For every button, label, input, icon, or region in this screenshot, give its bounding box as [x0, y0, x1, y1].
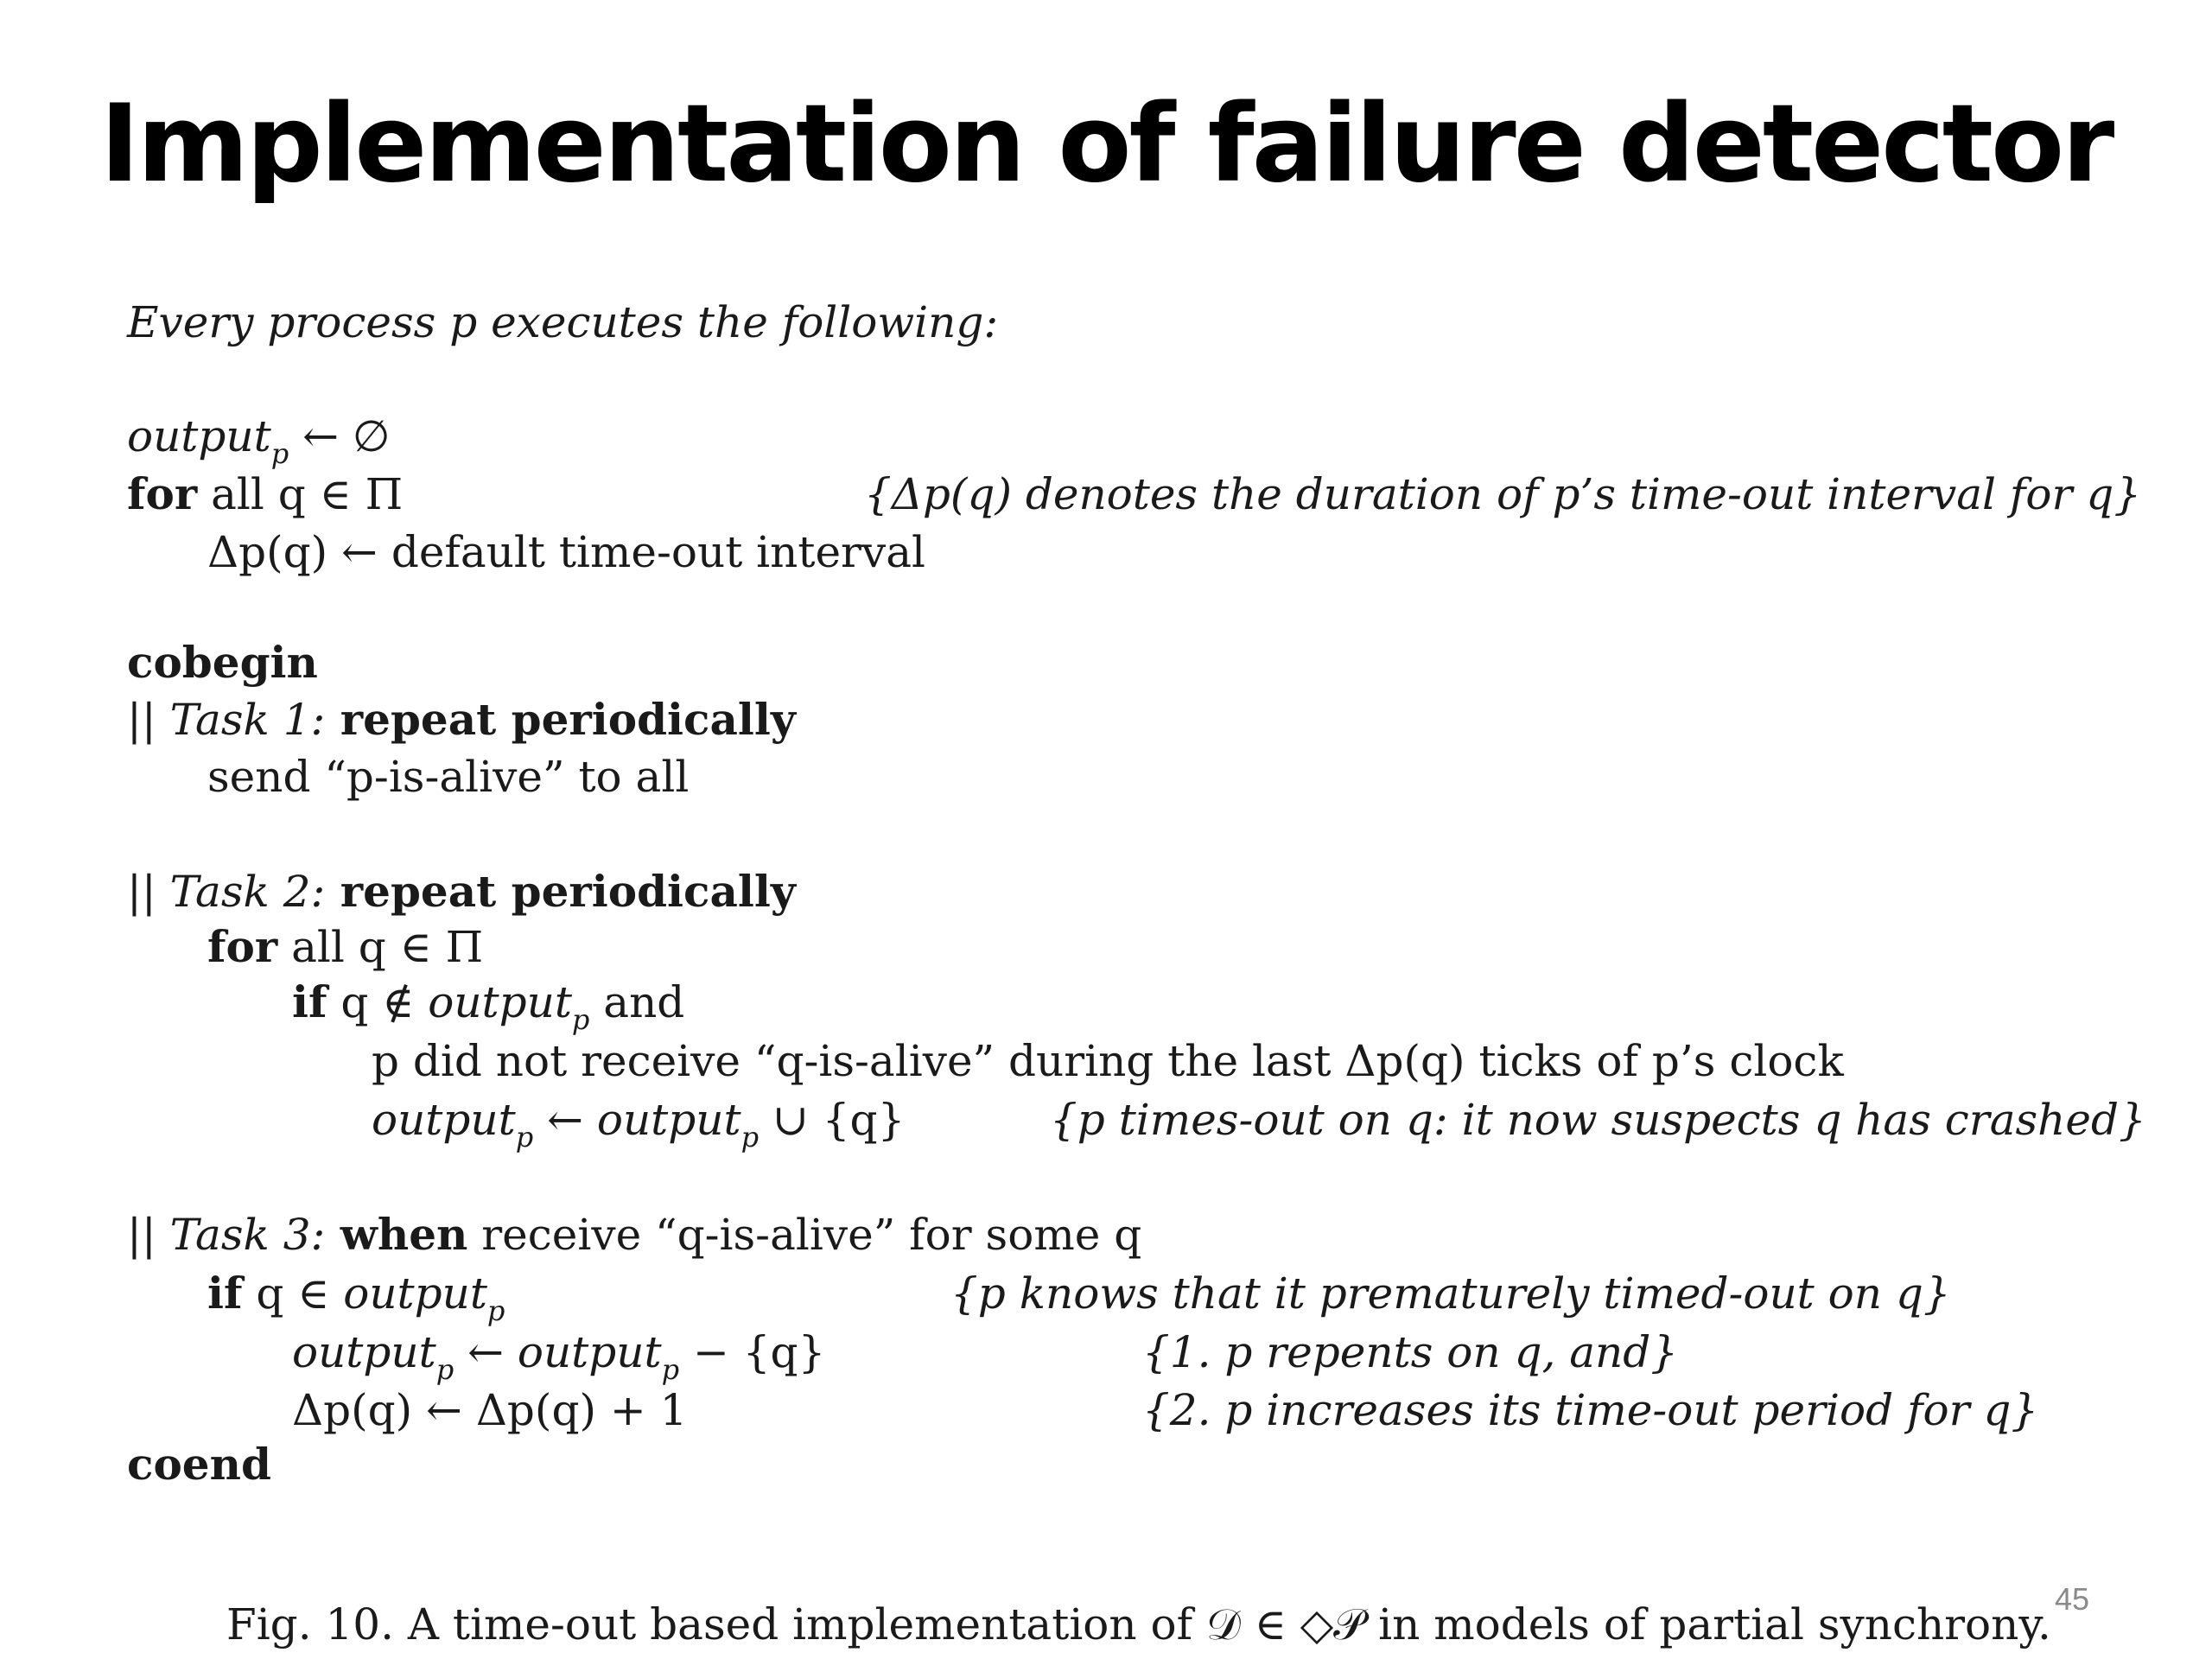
figure-caption: Fig. 10. A time-out based implementation of 𝒟 ∈ ◇𝒫 in models of partial synchrony.	[226, 1599, 2051, 1649]
output-subscript: p	[515, 1121, 534, 1154]
output-subscript: p	[741, 1121, 760, 1154]
task3-assign-rest: − {q}	[679, 1327, 826, 1377]
slide-title: Implementation of failure detector	[99, 82, 2113, 207]
task1-keyword: repeat periodically	[325, 694, 796, 745]
task2-keyword: repeat periodically	[325, 866, 796, 917]
output-var: output	[292, 1327, 436, 1377]
task3-delta-comment: {2. p increases its time-out period for q}	[1142, 1385, 2039, 1435]
for-all-comment: {Δp(q) denotes the duration of p’s time-out interval for q}	[864, 469, 2142, 519]
output-var: output	[428, 977, 572, 1027]
task2-assign-line	[372, 1093, 905, 1152]
init-output-rest: ← ∅	[289, 411, 391, 461]
task2-for-line	[207, 920, 483, 974]
task2-condition: p did not receive “q-is-alive” during the last Δp(q) ticks of p’s clock	[372, 1036, 1844, 1086]
task2-comment: {p times-out on q: it now suspects q has crashed}	[1050, 1095, 2146, 1145]
output-var: output	[343, 1268, 487, 1319]
if-keyword: if	[292, 976, 327, 1027]
for-keyword: for	[127, 468, 198, 519]
task2-assign-rest: ∪ {q}	[759, 1095, 906, 1145]
task3-assign-line	[292, 1325, 825, 1384]
for-keyword: for	[207, 921, 278, 972]
for-all-rest: all q ∈ Π	[197, 469, 404, 519]
task3-if-pre: q ∈	[242, 1268, 344, 1319]
output-subscript: p	[270, 437, 289, 470]
task2-header	[127, 865, 796, 918]
task3-if-comment: {p knows that it prematurely timed-out on q}	[950, 1268, 1951, 1319]
output-var: output	[372, 1095, 516, 1145]
parallel-bars: ||	[127, 867, 170, 917]
task2-for-rest: all q ∈ Π	[277, 922, 484, 972]
for-all-line	[127, 467, 403, 521]
init-output-line	[127, 410, 390, 468]
task3-keyword: when	[325, 1209, 468, 1260]
coend-keyword: coend	[127, 1439, 271, 1490]
output-subscript: p	[486, 1294, 505, 1327]
task2-if-rest: and	[589, 977, 685, 1027]
output-subscript: p	[661, 1353, 680, 1386]
output-var: output	[517, 1327, 662, 1377]
cobegin-keyword: cobegin	[127, 637, 318, 688]
page-number: 45	[2055, 1581, 2090, 1617]
task3-rest: receive “q-is-alive” for some q	[467, 1210, 1142, 1260]
task1-body: send “p-is-alive” to all	[207, 752, 690, 802]
task1-header	[127, 693, 796, 747]
output-subscript: p	[435, 1353, 454, 1386]
output-var: output	[127, 411, 271, 461]
assign-arrow: ←	[454, 1327, 518, 1377]
task1-label: Task 1:	[169, 695, 326, 745]
output-subscript: p	[571, 1003, 590, 1036]
parallel-bars: ||	[127, 1210, 170, 1260]
task2-if-pre: q ∉	[327, 977, 429, 1027]
parallel-bars: ||	[127, 695, 170, 745]
task3-assign-comment: {1. p repents on q, and}	[1142, 1327, 1679, 1377]
intro-line: Every process p executes the following:	[127, 297, 999, 347]
task2-if-line	[292, 976, 684, 1034]
task3-if-line	[207, 1267, 505, 1325]
assign-arrow: ←	[533, 1095, 597, 1145]
task3-delta-line: Δp(q) ← Δp(q) + 1	[292, 1385, 688, 1435]
task3-header	[127, 1208, 1141, 1262]
task3-label: Task 3:	[169, 1210, 326, 1260]
task2-label: Task 2:	[169, 867, 326, 917]
if-keyword: if	[207, 1268, 243, 1319]
delta-init-line: Δp(q) ← default time-out interval	[207, 527, 926, 577]
output-var: output	[596, 1095, 741, 1145]
